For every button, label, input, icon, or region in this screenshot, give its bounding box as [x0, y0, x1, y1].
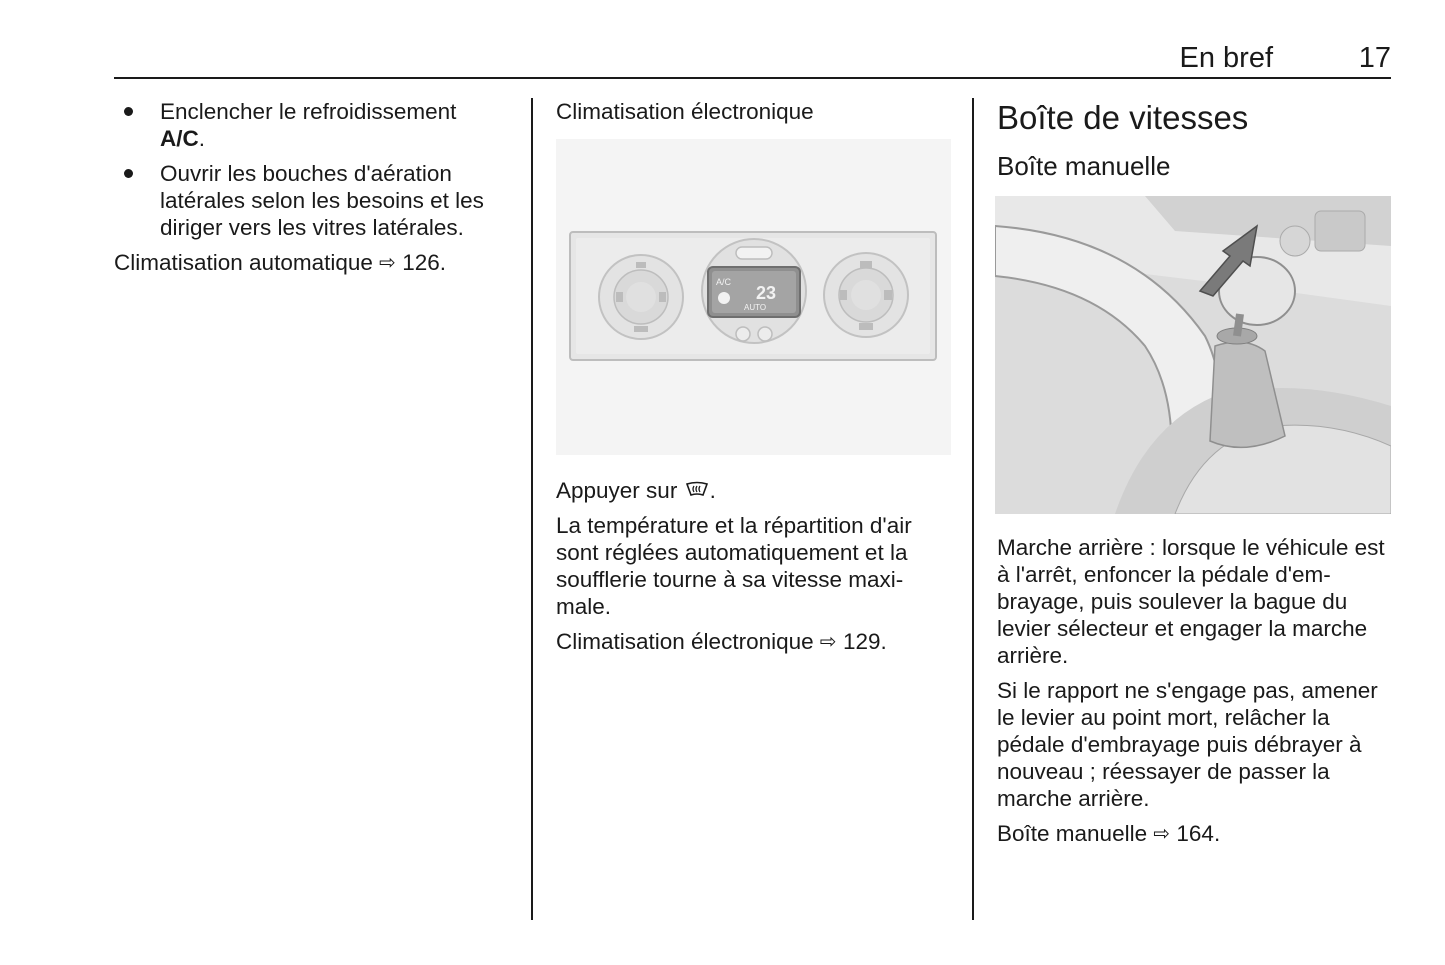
display-auto-text: AUTO — [744, 303, 767, 312]
page-number: 17 — [1358, 42, 1391, 74]
bullet-item: Ouvrir les bouches d'aération latérales selon les besoins et les diriger vers les vitres latérales. — [114, 160, 514, 241]
ref-link-text[interactable]: Climatisation automatique — [114, 250, 373, 275]
ref-page[interactable]: 129. — [842, 629, 887, 654]
bullet-list — [114, 98, 514, 241]
cross-reference — [997, 820, 1392, 848]
display-ac-text: A/C — [716, 277, 732, 287]
column-divider-1 — [531, 98, 533, 920]
center-display-unit — [702, 239, 806, 343]
climate-control-panel-figure — [556, 139, 951, 455]
ref-link-text[interactable]: Climatisation électronique — [556, 629, 814, 654]
display-temperature: 23 — [756, 283, 777, 303]
defrost-icon — [684, 480, 710, 500]
press-instruction: Appuyer sur . — [556, 478, 716, 503]
subheading-manual-gearbox: Boîte manuelle — [997, 151, 1171, 181]
left-knob — [599, 255, 683, 339]
ref-link-text[interactable]: Boîte manuelle — [997, 821, 1148, 846]
reverse-gear-instructions: Marche arrière : lorsque le véhicule est à l'arrêt, enfoncer la pédale d'em-brayage, puis soulever la bague du levier sélecteur et engager la marche arrière. — [997, 535, 1385, 668]
bullet-icon — [124, 169, 133, 178]
heading-gearbox: Boîte de vitesses — [997, 99, 1249, 136]
section-title: En bref — [1179, 42, 1273, 74]
column-middle — [556, 98, 951, 664]
arrow-right-outline-icon: ⇨ — [1153, 823, 1171, 845]
bullet-item: Enclencher le refroidissement A/C. — [114, 98, 514, 152]
subheading-electronic-climate: Climatisation électronique — [556, 99, 814, 124]
cross-reference — [114, 249, 514, 277]
right-knob — [824, 253, 908, 337]
auto-description: La température et la répartition d'air sont réglées automatiquement et la soufflerie tourne à sa vitesse maxi-male. — [556, 513, 912, 619]
fan-icon — [718, 292, 730, 304]
display-button-left — [736, 327, 750, 341]
column-divider-2 — [972, 98, 974, 920]
column-right — [997, 98, 1392, 856]
display-button-right — [758, 327, 772, 341]
column-left — [114, 98, 514, 285]
gear-retry-instructions: Si le rapport ne s'engage pas, amener le levier au point mort, relâcher la pédale d'embrayage puis débrayer à nouveau ; réessayer de passer la marche arrière. — [997, 678, 1378, 811]
ac-label: A/C — [160, 126, 199, 151]
ref-page[interactable]: 164. — [1176, 821, 1221, 846]
arrow-right-outline-icon: ⇨ — [819, 631, 837, 653]
gear-lever-figure — [995, 196, 1391, 514]
page-header — [114, 40, 1391, 79]
cross-reference — [556, 628, 951, 656]
bullet-icon — [124, 107, 133, 116]
ref-page[interactable]: 126. — [402, 250, 446, 275]
arrow-right-outline-icon: ⇨ — [379, 252, 396, 274]
